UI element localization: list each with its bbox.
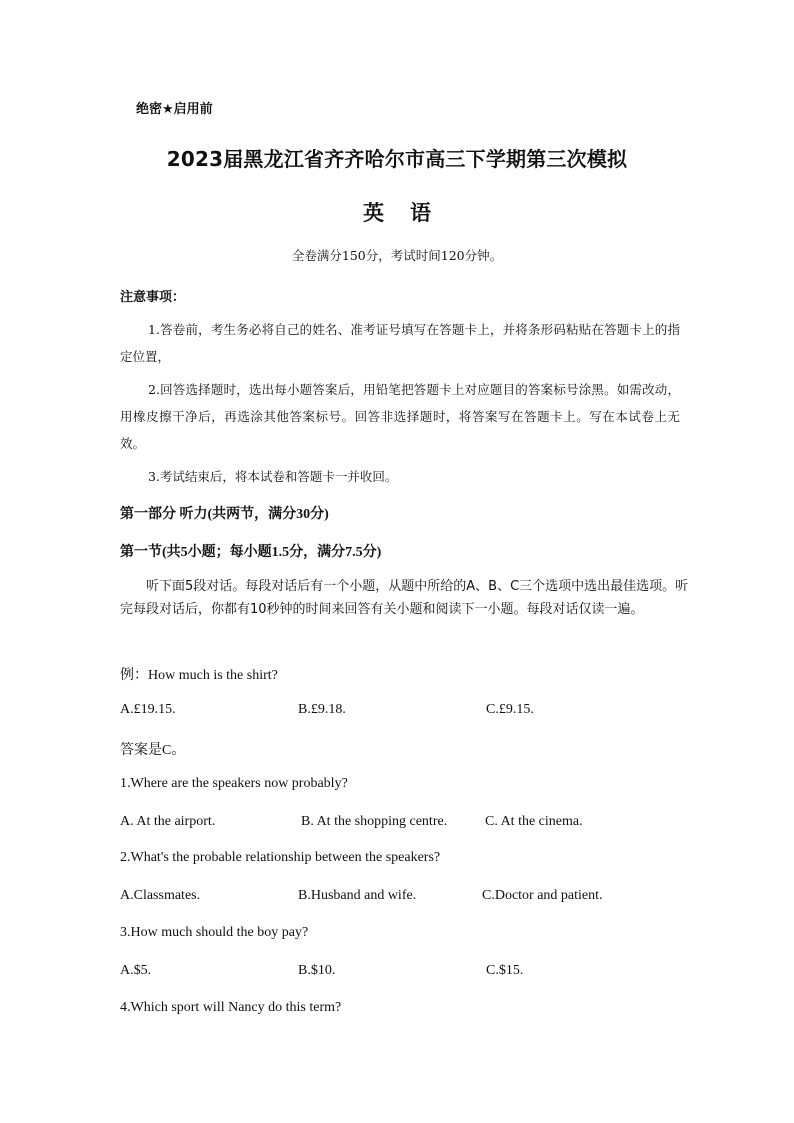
example-question: 例：How much is the shirt?: [120, 668, 278, 683]
section-instructions: 听下面5段对话。每段对话后有一个小题，从题中所给的A、B、C三个选项中选出最佳选项。听完每段对话后，你都有10秒钟的时间来回答有关小题和阅读下一小题。每段对话仅读一遍。: [120, 579, 689, 617]
note-item-1: 1.答卷前，考生务必将自己的姓名、准考证号填写在答题卡上，并将条形码粘贴在答题卡上的指定位置，: [120, 322, 680, 364]
note-item-2: 2.回答选择题时，选出每小题答案后，用铅笔把答题卡上对应题目的答案标号涂黑。如需改动，用橡皮擦干净后，再选涂其他答案标号。回答非选择题时，将答案写在答题卡上。写在本试卷上无效。: [120, 382, 680, 451]
question-4: 4.Which sport will Nancy do this term?: [120, 1000, 342, 1015]
question-2: 2.What's the probable relationship between the speakers?: [120, 850, 441, 865]
question-1-option-b: B. At the shopping centre.: [301, 814, 448, 829]
question-1-option-a: A. At the airport.: [120, 814, 216, 829]
example-option-b: B.£9.18.: [298, 702, 346, 717]
notes-heading: 注意事项：: [120, 290, 186, 305]
question-1-option-c: C. At the cinema.: [485, 814, 583, 829]
example-option-a: A.£19.15.: [120, 702, 176, 717]
note-item-3: 3.考试结束后，将本试卷和答题卡一并收回。: [148, 469, 398, 484]
question-3-option-b: B.$10.: [298, 963, 336, 978]
full-score-note: 全卷满分150分，考试时间120分钟。: [291, 248, 503, 263]
question-3: 3.How much should the boy pay?: [120, 925, 309, 940]
part-heading: 第一部分 听力(共两节，满分30分): [120, 507, 329, 522]
exam-subject: 英语: [363, 201, 457, 225]
question-2-option-c: C.Doctor and patient.: [482, 888, 603, 903]
example-option-c: C.£9.15.: [486, 702, 534, 717]
example-answer: 答案是C。: [120, 743, 186, 758]
question-1: 1.Where are the speakers now probably?: [120, 776, 348, 791]
question-2-option-a: A.Classmates.: [120, 888, 201, 903]
question-3-option-a: A.$5.: [120, 963, 152, 978]
exam-title: 2023届黑龙江省齐齐哈尔市高三下学期第三次模拟: [166, 147, 628, 171]
section-heading: 第一节(共5小题；每小题1.5分，满分7.5分): [120, 545, 382, 560]
question-3-option-c: C.$15.: [486, 963, 524, 978]
secret-label: 绝密★启用前: [136, 102, 213, 117]
question-2-option-b: B.Husband and wife.: [298, 888, 417, 903]
